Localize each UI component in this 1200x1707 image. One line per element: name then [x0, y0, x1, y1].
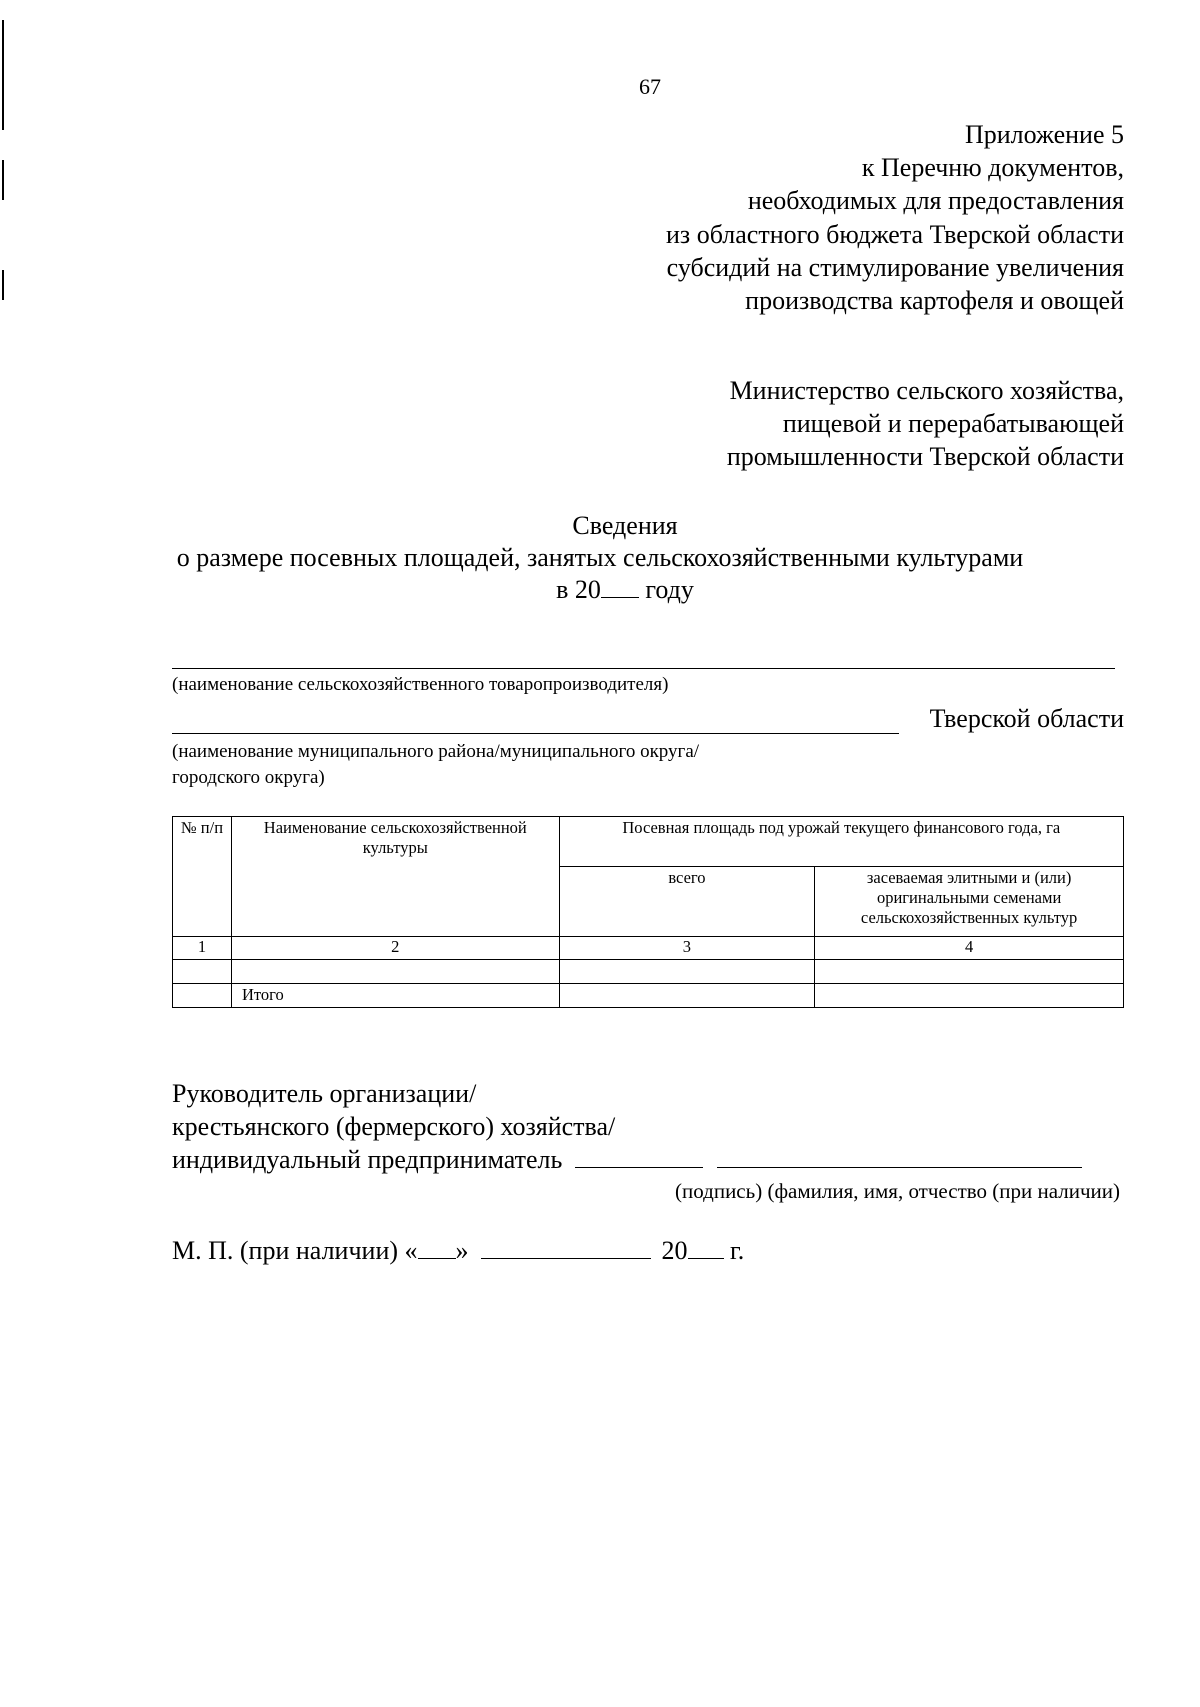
- stamp-label: М. П. (при наличии): [172, 1236, 399, 1265]
- producer-caption: (наименование сельскохозяйственного товаропроизводителя): [172, 674, 669, 695]
- full-name-field[interactable]: [717, 1147, 1082, 1168]
- close-quote: »: [455, 1236, 469, 1265]
- stamp-year-field[interactable]: [688, 1238, 724, 1259]
- district-caption-line: городского округа): [172, 767, 325, 788]
- table-header-row: [173, 817, 1124, 867]
- signature-line: крестьянского (фермерского) хозяйства/: [172, 1112, 616, 1141]
- column-number: 1: [173, 937, 232, 960]
- document-title: [0, 510, 1200, 606]
- appendix-block: [666, 118, 1124, 317]
- title-year-suffix: году: [645, 575, 694, 604]
- table-cell[interactable]: [559, 960, 815, 984]
- signature-field[interactable]: [575, 1147, 703, 1168]
- sown-area-table: [172, 816, 1124, 1008]
- addressee-line: промышленности Тверской области: [726, 442, 1124, 472]
- district-row: [172, 702, 1124, 734]
- page-number: 67: [639, 74, 661, 99]
- signature-line: [172, 1143, 1127, 1176]
- header-total: всего: [559, 867, 815, 937]
- header-crop: Наименование сельскохозяйственной культуры: [231, 817, 559, 937]
- appendix-line: производства картофеля и овощей: [745, 286, 1124, 316]
- appendix-line: из областного бюджета Тверской области: [666, 219, 1124, 249]
- district-suffix: Тверской области: [929, 704, 1124, 733]
- district-name-field[interactable]: [172, 733, 899, 734]
- appendix-line: субсидий на стимулирование увеличения: [666, 252, 1124, 282]
- table-cell[interactable]: [815, 960, 1124, 984]
- addressee-block: [727, 374, 1124, 474]
- appendix-line: необходимых для предоставления: [747, 186, 1124, 216]
- table-cell[interactable]: [231, 960, 559, 984]
- total-row: [173, 984, 1124, 1008]
- table-cell[interactable]: [815, 984, 1124, 1008]
- appendix-line: Приложение 5: [964, 120, 1124, 149]
- column-number: 3: [559, 937, 815, 960]
- column-number: 2: [231, 937, 559, 960]
- header-sown-area: Посевная площадь под урожай текущего финансового года, га: [559, 817, 1123, 867]
- signature-line: Руководитель организации/: [172, 1079, 477, 1108]
- addressee-line: Министерство сельского хозяйства,: [729, 376, 1124, 405]
- column-number: 4: [815, 937, 1124, 960]
- title-heading: Сведения: [572, 511, 678, 540]
- column-number-row: [173, 937, 1124, 960]
- open-quote: «: [404, 1236, 418, 1265]
- table-cell[interactable]: [559, 984, 815, 1008]
- header-elite: засеваемая элитными и (или) оригинальными семенами сельскохозяйственных культур: [815, 867, 1124, 937]
- district-caption-line: (наименование муниципального района/муниципального округа/: [172, 741, 700, 762]
- day-field[interactable]: [418, 1238, 456, 1259]
- year-blank-field[interactable]: [601, 577, 639, 598]
- scan-edge-mark: [2, 270, 4, 300]
- total-label: Итого: [231, 984, 559, 1008]
- stamp-year-prefix: 20: [661, 1236, 688, 1265]
- signature-role: индивидуальный предприниматель: [172, 1145, 563, 1174]
- producer-name-field[interactable]: [172, 668, 1115, 669]
- title-subtitle: о размере посевных площадей, занятых сельскохозяйственными культурами: [176, 543, 1024, 572]
- signature-block: [172, 1077, 1127, 1176]
- stamp-year-suffix: г.: [730, 1236, 745, 1265]
- signature-caption: (подпись) (фамилия, имя, отчество (при наличии): [675, 1179, 1120, 1203]
- title-year: [50, 574, 1200, 606]
- appendix-line: к Перечню документов,: [861, 153, 1124, 183]
- scan-edge-mark: [2, 160, 4, 200]
- table-cell[interactable]: [173, 960, 232, 984]
- district-caption: [172, 739, 699, 791]
- title-year-prefix: в 20: [556, 575, 601, 604]
- table-cell[interactable]: [173, 984, 232, 1008]
- stamp-date-row: [172, 1236, 744, 1266]
- scan-edge-mark: [2, 20, 4, 130]
- addressee-line: пищевой и перерабатывающей: [782, 409, 1124, 439]
- header-number: № п/п: [173, 817, 232, 937]
- month-field[interactable]: [481, 1238, 651, 1259]
- table-row: [173, 960, 1124, 984]
